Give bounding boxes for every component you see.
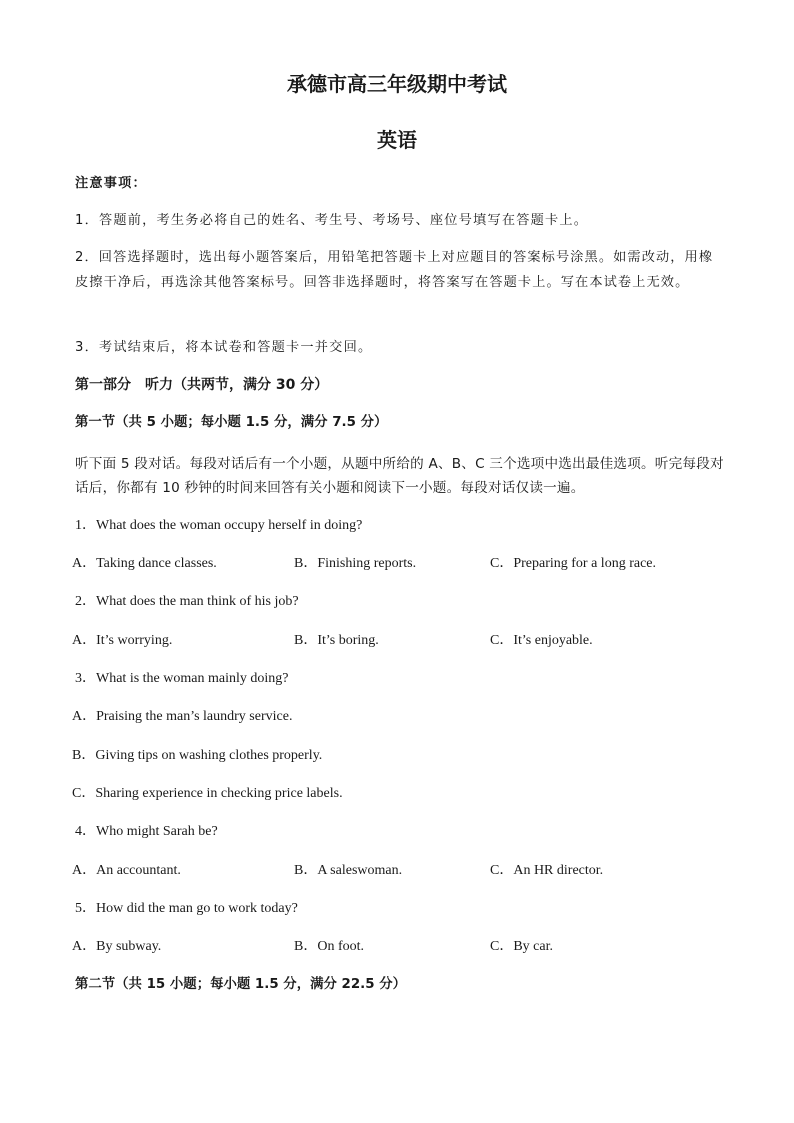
question-5-option-a: A．By subway.	[72, 939, 162, 954]
question-4-option-a: A．An accountant.	[72, 863, 181, 878]
question-2-option-c: C．It’s enjoyable.	[490, 633, 593, 648]
question-2-option-a: A．It’s worrying.	[72, 633, 173, 648]
question-3-option-a: A．Praising the man’s laundry service.	[72, 709, 293, 724]
notice-item-1: 1．答题前，考生务必将自己的姓名、考生号、考场号、座位号填写在答题卡上。	[75, 213, 589, 228]
notice-heading: 注意事项：	[75, 176, 147, 191]
notice-item-3: 3．考试结束后，将本试卷和答题卡一并交回。	[75, 340, 373, 355]
question-3-stem: 3．What is the woman mainly doing?	[75, 671, 289, 686]
section1-instructions: 听下面 5 段对话。每段对话后有一个小题，从题中所给的 A、B、C 三个选项中选出最佳选项。听完每段对话后，你都有 10 秒钟的时间来回答有关小题和阅读下一小题。每段对话仅读一遍。	[75, 456, 724, 496]
question-5-option-b: B．On foot.	[294, 939, 364, 954]
notice-item-2: 2．回答选择题时，选出每小题答案后，用铅笔把答题卡上对应题目的答案标号涂黑。如需改动，用橡皮擦干净后，再选涂其他答案标号。回答非选择题时，将答案写在答题卡上。写在本试卷上无效。	[75, 250, 714, 290]
question-2-option-b: B．It’s boring.	[294, 633, 379, 648]
part1-heading: 第一部分 听力（共两节，满分 30 分）	[75, 377, 329, 393]
question-1-stem: 1．What does the woman occupy herself in doing?	[75, 518, 363, 533]
exam-subject: 英语	[377, 128, 417, 152]
question-5-option-c: C．By car.	[490, 939, 553, 954]
question-5-stem: 5．How did the man go to work today?	[75, 901, 298, 916]
question-4-option-b: B．A saleswoman.	[294, 863, 403, 878]
question-3-option-b: B．Giving tips on washing clothes properly.	[72, 748, 323, 763]
question-4-stem: 4．Who might Sarah be?	[75, 824, 218, 839]
section1-heading: 第一节（共 5 小题；每小题 1.5 分，满分 7.5 分）	[75, 415, 388, 430]
exam-title: 承德市高三年级期中考试	[287, 72, 507, 96]
question-2-stem: 2．What does the man think of his job?	[75, 594, 299, 609]
section2-heading: 第二节（共 15 小题；每小题 1.5 分，满分 22.5 分）	[75, 977, 407, 992]
question-1-option-b: B．Finishing reports.	[294, 556, 417, 571]
question-1-option-a: A．Taking dance classes.	[72, 556, 217, 571]
question-1-option-c: C．Preparing for a long race.	[490, 556, 656, 571]
question-3-option-c: C．Sharing experience in checking price labels.	[72, 786, 343, 801]
question-4-option-c: C．An HR director.	[490, 863, 604, 878]
